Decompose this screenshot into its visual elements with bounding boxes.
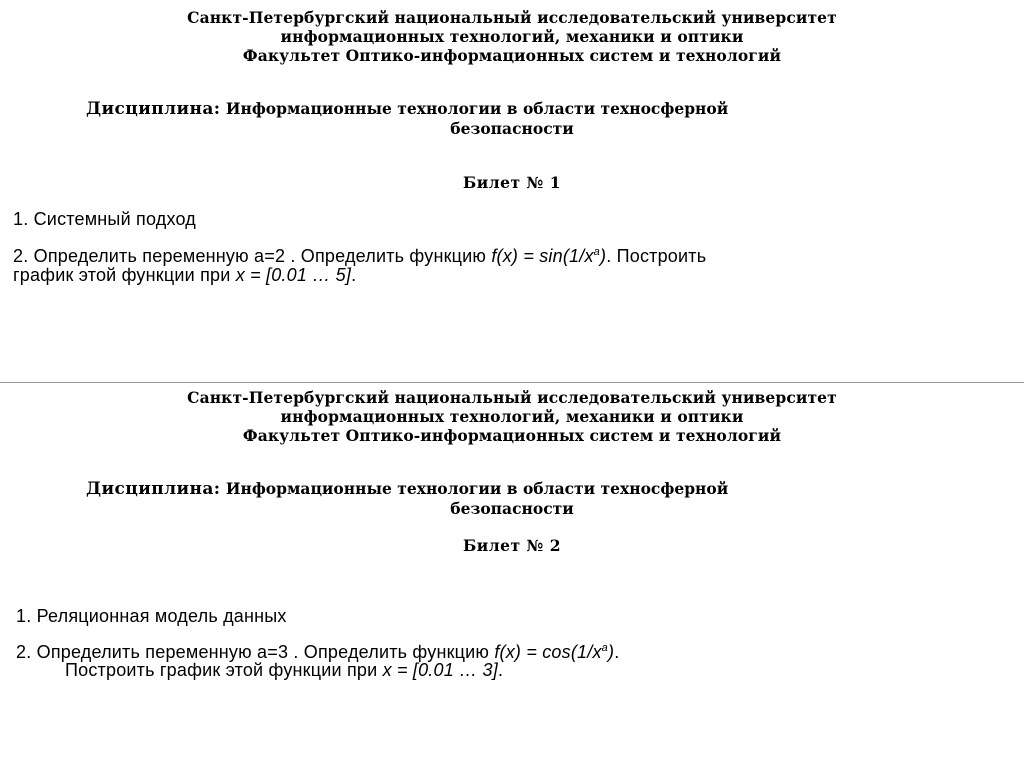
university-name-line2: информационных технологий, механики и оптики bbox=[280, 407, 744, 426]
exam-ticket-2 bbox=[0, 383, 1024, 768]
faculty-name: Факультет Оптико-информационных систем и технологий bbox=[242, 46, 782, 65]
function-formula-end: ) bbox=[599, 246, 607, 266]
function-exponent: a bbox=[601, 642, 608, 654]
question-2-line2-text: Построить график этой функции при bbox=[65, 660, 383, 680]
discipline-name-line1: Информационные технологии в области техносферной bbox=[225, 99, 729, 118]
function-exponent: a bbox=[593, 246, 600, 258]
function-formula-text: f(x) = sin(1/x bbox=[491, 246, 594, 266]
ticket-title: Билет № 1 bbox=[462, 173, 562, 192]
discipline-name-line2: безопасности bbox=[450, 119, 574, 138]
function-formula-text: f(x) = cos(1/x bbox=[494, 642, 602, 662]
question-2-line2-text: график этой функции при bbox=[13, 265, 236, 285]
discipline-name-line2: безопасности bbox=[450, 499, 574, 518]
exam-ticket-1 bbox=[0, 0, 1024, 382]
question-2-line1 bbox=[16, 642, 619, 662]
question-1: 1. Системный подход bbox=[13, 209, 197, 229]
function-formula bbox=[494, 642, 614, 662]
question-2-text-end: . Построить bbox=[606, 246, 707, 266]
question-2-line2-end: . bbox=[497, 660, 504, 680]
question-2-text-end: . bbox=[614, 642, 620, 662]
question-2-line1 bbox=[13, 246, 706, 266]
university-header bbox=[0, 8, 1024, 65]
question-2-line2 bbox=[65, 660, 503, 680]
discipline-name-line1: Информационные технологии в области техносферной bbox=[225, 479, 729, 498]
question-2-text: 2. Определить переменную a=3 . Определить функцию bbox=[16, 642, 495, 662]
question-2-text: 2. Определить переменную a=2 . Определить функцию bbox=[13, 246, 492, 266]
university-name-line2: информационных технологий, механики и оптики bbox=[280, 27, 744, 46]
university-name-line1: Санкт-Петербургский национальный исследовательский университет bbox=[187, 8, 837, 27]
range-formula: x = [0.01 … 5] bbox=[235, 265, 352, 285]
function-formula bbox=[491, 246, 606, 266]
faculty-name: Факультет Оптико-информационных систем и технологий bbox=[242, 426, 782, 445]
discipline-label: Дисциплина: bbox=[86, 479, 221, 499]
university-name-line1: Санкт-Петербургский национальный исследовательский университет bbox=[187, 388, 837, 407]
function-formula-end: ) bbox=[607, 642, 615, 662]
university-header bbox=[0, 388, 1024, 445]
discipline-label: Дисциплина: bbox=[86, 99, 221, 119]
question-2-line2-end: . bbox=[351, 265, 357, 285]
question-1: 1. Реляционная модель данных bbox=[16, 606, 287, 626]
question-2-line2 bbox=[13, 265, 356, 285]
range-formula: x = [0.01 … 3] bbox=[382, 660, 498, 680]
ticket-title: Билет № 2 bbox=[462, 536, 562, 555]
